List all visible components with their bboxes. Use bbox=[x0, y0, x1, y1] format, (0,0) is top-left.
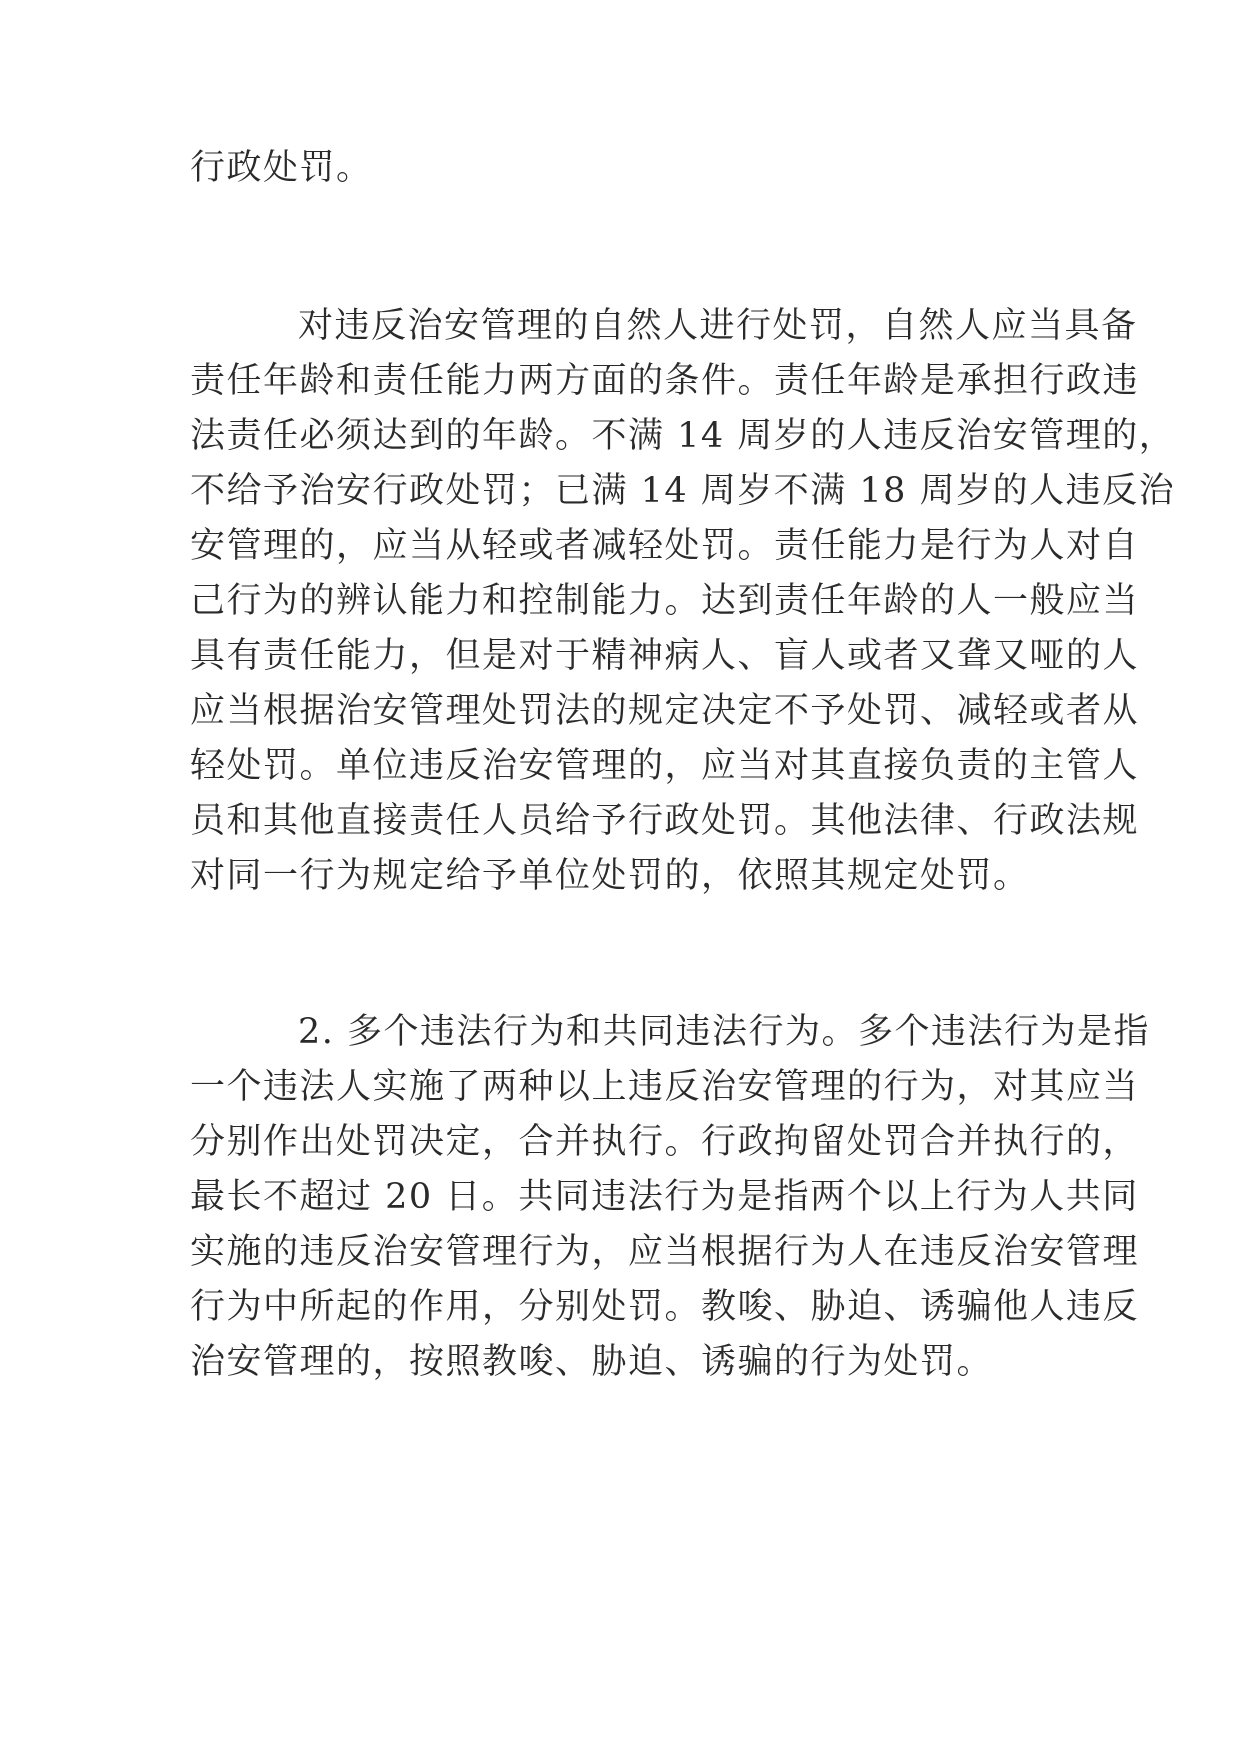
paragraph-responsibility-line: 具有责任能力，但是对于精神病人、盲人或者又聋又哑的人 bbox=[190, 636, 1140, 676]
paragraph-responsibility-line: 员和其他直接责任人员给予行政处罚。其他法律、行政法规 bbox=[190, 801, 1140, 841]
paragraph-joint-violation-line: 实施的违反治安管理行为，应当根据行为人在违反治安管理 bbox=[190, 1232, 1140, 1272]
paragraph-joint-violation-line: 2. 多个违法行为和共同违法行为。多个违法行为是指 bbox=[298, 1012, 1151, 1052]
paragraph-continuation-line: 行政处罚。 bbox=[190, 148, 373, 188]
paragraph-joint-violation-line: 行为中所起的作用，分别处罚。教唆、胁迫、诱骗他人违反 bbox=[190, 1287, 1140, 1327]
paragraph-responsibility-line: 不给予治安行政处罚；已满 14 周岁不满 18 周岁的人违反治 bbox=[190, 471, 1176, 511]
paragraph-responsibility-line: 己行为的辨认能力和控制能力。达到责任年龄的人一般应当 bbox=[190, 581, 1140, 621]
paragraph-responsibility-line: 轻处罚。单位违反治安管理的，应当对其直接负责的主管人 bbox=[190, 746, 1140, 786]
paragraph-responsibility-line: 责任年龄和责任能力两方面的条件。责任年龄是承担行政违 bbox=[190, 361, 1140, 401]
paragraph-responsibility-line: 对违反治安管理的自然人进行处罚，自然人应当具备 bbox=[298, 306, 1138, 346]
paragraph-joint-violation-line: 一个违法人实施了两种以上违反治安管理的行为，对其应当 bbox=[190, 1067, 1140, 1107]
paragraph-joint-violation-line: 分别作出处罚决定，合并执行。行政拘留处罚合并执行的， bbox=[190, 1122, 1140, 1162]
paragraph-responsibility-line: 应当根据治安管理处罚法的规定决定不予处罚、减轻或者从 bbox=[190, 691, 1140, 731]
paragraph-joint-violation-line: 治安管理的，按照教唆、胁迫、诱骗的行为处罚。 bbox=[190, 1342, 994, 1382]
paragraph-responsibility-line: 安管理的，应当从轻或者减轻处罚。责任能力是行为人对自 bbox=[190, 526, 1140, 566]
paragraph-responsibility-line: 对同一行为规定给予单位处罚的，依照其规定处罚。 bbox=[190, 856, 1030, 896]
paragraph-joint-violation-line: 最长不超过 20 日。共同违法行为是指两个以上行为人共同 bbox=[190, 1177, 1139, 1217]
paragraph-responsibility-line: 法责任必须达到的年龄。不满 14 周岁的人违反治安管理的， bbox=[190, 416, 1176, 456]
